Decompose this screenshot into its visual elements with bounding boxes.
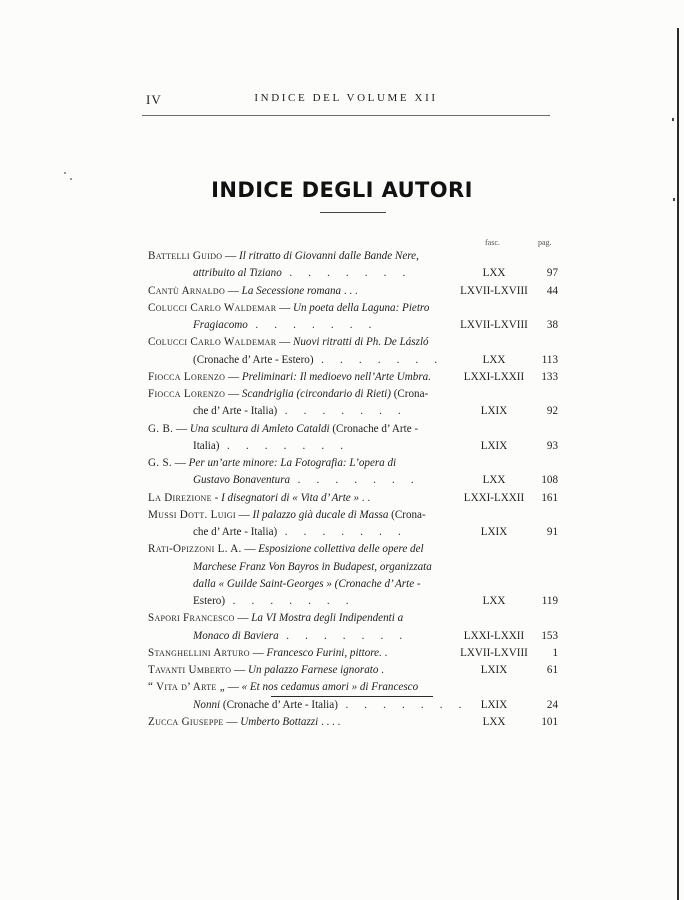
running-head-title: INDICE DEL VOLUME XII <box>254 92 438 104</box>
entry-work-title: Francesco Furini, pittore. <box>266 646 382 659</box>
entry-work-title: Esposizione collettiva delle opere del <box>258 543 424 556</box>
entry-fascicle: LXX <box>482 595 506 607</box>
entry-text <box>148 334 429 351</box>
entry-fascicle: LXX <box>482 267 506 280</box>
entry-work-title: La Secessione romana <box>241 284 342 297</box>
index-entry-continuation <box>148 559 558 576</box>
entry-separator: — <box>249 646 267 659</box>
entry-fascicle: LXIX <box>480 664 508 676</box>
entry-author: Stanghellini Arturo <box>148 646 250 659</box>
running-head <box>142 92 550 112</box>
entry-text <box>193 697 462 714</box>
index-entry <box>148 541 558 558</box>
entry-page: 161 <box>541 491 558 504</box>
entry-text <box>193 403 402 420</box>
entry-author: La Direzione <box>148 491 212 504</box>
entry-separator: — <box>172 457 189 469</box>
entry-fascicle: LXIX <box>480 439 508 452</box>
entry-text <box>148 421 418 438</box>
entry-separator: — <box>231 664 249 676</box>
entry-separator: — <box>222 250 240 262</box>
entry-author: G. S. <box>148 457 173 469</box>
entry-fascicle: LXVII-LXVIII <box>460 319 528 331</box>
entry-author: Cantù Arnaldo <box>148 284 226 297</box>
entry-continuation: attribuito al Tiziano <box>193 267 282 280</box>
author-index-list <box>148 248 558 731</box>
page-edge-mark <box>672 118 674 121</box>
section-title: INDICE DEGLI AUTORI <box>211 178 473 202</box>
index-entry <box>148 662 558 679</box>
entry-separator: — <box>276 336 293 349</box>
entry-text <box>148 679 418 696</box>
entry-work-title: La VI Mostra degli Indipendenti a <box>251 612 404 625</box>
entry-fascicle: LXIX <box>480 405 508 418</box>
entry-author: G. B. <box>148 422 174 435</box>
entry-separator: — <box>224 681 242 694</box>
leader-dots: . <box>378 664 384 676</box>
index-entry-continuation <box>148 576 558 593</box>
entry-text <box>148 645 387 662</box>
entry-text <box>193 524 402 541</box>
index-entry <box>148 679 558 696</box>
entry-work-title: Scandriglia (circondario di Rieti) <box>241 388 391 400</box>
entry-text <box>193 628 403 645</box>
entry-separator: — <box>225 284 242 297</box>
index-entry-continuation <box>148 317 558 334</box>
entry-author: Sapori Francesco <box>148 612 235 625</box>
entry-page: 97 <box>546 267 558 280</box>
entry-work-title: « Et nos cedamus amori » di Francesco <box>241 681 419 694</box>
entry-fascicle: LXVII-LXVIII <box>460 284 528 297</box>
entry-separator: — <box>276 301 293 314</box>
entry-work-title: Il ritratto di Giovanni dalle Bande Nere, <box>239 250 419 262</box>
entry-work-title: Un palazzo Farnese ignorato <box>248 664 379 676</box>
index-entry <box>148 421 558 438</box>
index-entry-continuation <box>148 628 558 645</box>
entry-page: 93 <box>546 439 558 452</box>
entry-text <box>193 559 432 576</box>
entry-note: (Cronache d’ Arte - <box>329 422 419 435</box>
page-number: IV <box>146 92 162 107</box>
entry-text <box>148 283 358 300</box>
entry-text <box>193 352 438 369</box>
entry-page: 92 <box>546 405 558 418</box>
entry-text <box>193 472 415 489</box>
column-header-fasc: fasc. <box>485 238 500 247</box>
index-entry <box>148 334 558 351</box>
entry-author: “ Vita d’ Arte „ <box>148 681 225 694</box>
index-entry-continuation <box>148 697 558 714</box>
entry-page: 133 <box>541 370 558 383</box>
entry-note: (Crona- <box>388 508 426 521</box>
index-entry <box>148 386 558 403</box>
entry-continuation: Estero) <box>193 595 226 607</box>
entry-text <box>148 369 431 386</box>
entry-note: (Cronache d’ Arte - Italia) <box>220 698 338 711</box>
entry-author: Rati-Opizzoni L. A. <box>148 543 242 556</box>
index-entry <box>148 610 558 627</box>
entry-continuation: Nonni <box>193 698 221 711</box>
leader-dots: . <box>381 646 388 659</box>
index-entry <box>148 455 558 472</box>
entry-text <box>148 455 396 472</box>
index-entry <box>148 283 558 300</box>
index-entry-continuation <box>148 265 558 282</box>
entry-continuation: (Cronache d’ Arte - Estero) <box>193 353 314 366</box>
entry-text <box>148 507 426 524</box>
leader-dots: . . . . <box>318 715 341 728</box>
index-entry <box>148 300 558 317</box>
index-entry <box>148 369 558 386</box>
title-underline <box>320 212 386 213</box>
entry-author: Zucca Giuseppe <box>148 715 224 728</box>
entry-page: 24 <box>546 698 558 711</box>
entry-page: 101 <box>541 715 558 728</box>
entry-fascicle: LXX <box>482 715 506 728</box>
entry-continuation: che d’ Arte - Italia) <box>193 526 278 538</box>
entry-fascicle: LXXI-LXXII <box>463 370 525 383</box>
index-entry-continuation <box>148 403 558 420</box>
index-entry-continuation <box>148 524 558 541</box>
entry-author: Mussi Dott. Luigi <box>148 508 236 521</box>
entry-work-title: Una scultura di Amleto Cataldi <box>189 422 330 435</box>
entry-separator: — <box>235 508 253 521</box>
entry-page: 119 <box>541 595 558 607</box>
entry-page: 1 <box>552 646 558 659</box>
entry-fascicle: LXX <box>482 353 506 366</box>
entry-fascicle: LXXI-LXXII <box>463 629 525 642</box>
entry-text <box>193 576 421 593</box>
entry-page: 38 <box>546 319 558 331</box>
index-entry-continuation <box>148 472 558 489</box>
entry-text <box>148 490 370 507</box>
entry-continuation: Gustavo Bonaventura <box>193 474 291 487</box>
index-entry <box>148 714 558 731</box>
entry-separator: — <box>241 543 259 556</box>
entry-page: 44 <box>546 284 558 297</box>
entry-text <box>148 541 424 558</box>
entry-author: Tavanti Umberto <box>148 664 232 676</box>
entry-text <box>193 593 350 610</box>
entry-page: 113 <box>541 353 558 366</box>
entry-page: 61 <box>546 664 558 676</box>
leader-dots: . . . <box>341 284 358 297</box>
entry-fascicle: LXXI-LXXII <box>463 491 525 504</box>
entry-work-title: Preliminari: Il medioevo nell’Arte Umbra. <box>241 370 431 383</box>
entry-text <box>148 714 340 731</box>
entry-fascicle: LXIX <box>480 526 508 538</box>
entry-author: Colucci Carlo Waldemar <box>148 336 277 349</box>
index-entry <box>148 248 558 265</box>
entry-work-title: Il palazzo già ducale di Massa <box>252 508 389 521</box>
entry-text <box>148 300 429 317</box>
entry-fascicle: LXVII-LXVIII <box>460 646 528 659</box>
entry-work-title: Umberto Bottazzi <box>240 715 319 728</box>
entry-text <box>148 248 419 265</box>
paper-speck <box>64 172 66 174</box>
entry-work-title: I disegnatori di « Vita d’ Arte » <box>221 491 360 504</box>
entry-separator: — <box>173 422 190 435</box>
entry-separator: — <box>225 388 242 400</box>
entry-separator: — <box>234 612 252 625</box>
entry-work-title: Nuovi ritratti di Ph. De László <box>292 336 429 349</box>
entry-separator: — <box>223 715 241 728</box>
entry-text <box>148 662 384 679</box>
entry-text <box>148 610 403 627</box>
entry-page: 91 <box>546 526 558 538</box>
entry-continuation: Monaco di Baviera <box>193 629 279 642</box>
page-edge-binding <box>677 28 679 900</box>
entry-note: (Crona- <box>390 388 429 400</box>
entry-continuation: Marchese Franz Von Bayros in Budapest, organizzata <box>193 560 432 573</box>
column-header-pag: pag. <box>538 238 552 247</box>
entry-author: Fiocca Lorenzo <box>148 388 226 400</box>
index-entry <box>148 645 558 662</box>
index-entry-continuation <box>148 593 558 610</box>
entry-text <box>193 317 372 334</box>
entry-continuation: Fragiacomo <box>193 319 248 331</box>
leader-dots: . . <box>359 491 371 504</box>
entry-author: Battelli Guido <box>148 250 223 262</box>
index-entry-continuation <box>148 352 558 369</box>
entry-continuation: che d’ Arte - Italia) <box>193 405 278 418</box>
entry-text <box>193 438 344 455</box>
entry-author: Colucci Carlo Waldemar <box>148 301 277 314</box>
index-entry <box>148 507 558 524</box>
closing-rule <box>271 696 433 697</box>
entry-continuation: Italia) <box>193 439 220 452</box>
entry-text <box>193 265 406 282</box>
entry-separator: — <box>225 370 242 383</box>
index-entry <box>148 490 558 507</box>
entry-work-title: Un poeta della Laguna: Pietro <box>292 301 430 314</box>
index-entry-continuation <box>148 438 558 455</box>
entry-page: 153 <box>541 629 558 642</box>
entry-text <box>148 386 428 403</box>
entry-page: 108 <box>541 474 558 487</box>
entry-continuation: dalla « Guilde Saint-Georges » (Cronache d’ Arte - <box>193 577 421 590</box>
entry-work-title: Per un’arte minore: La Fotografia: L’opera di <box>188 457 397 469</box>
entry-author: Fiocca Lorenzo <box>148 370 226 383</box>
entry-separator: - <box>211 491 222 504</box>
entry-fascicle: LXIX <box>480 698 508 711</box>
header-rule <box>142 115 550 116</box>
entry-fascicle: LXX <box>482 474 506 487</box>
